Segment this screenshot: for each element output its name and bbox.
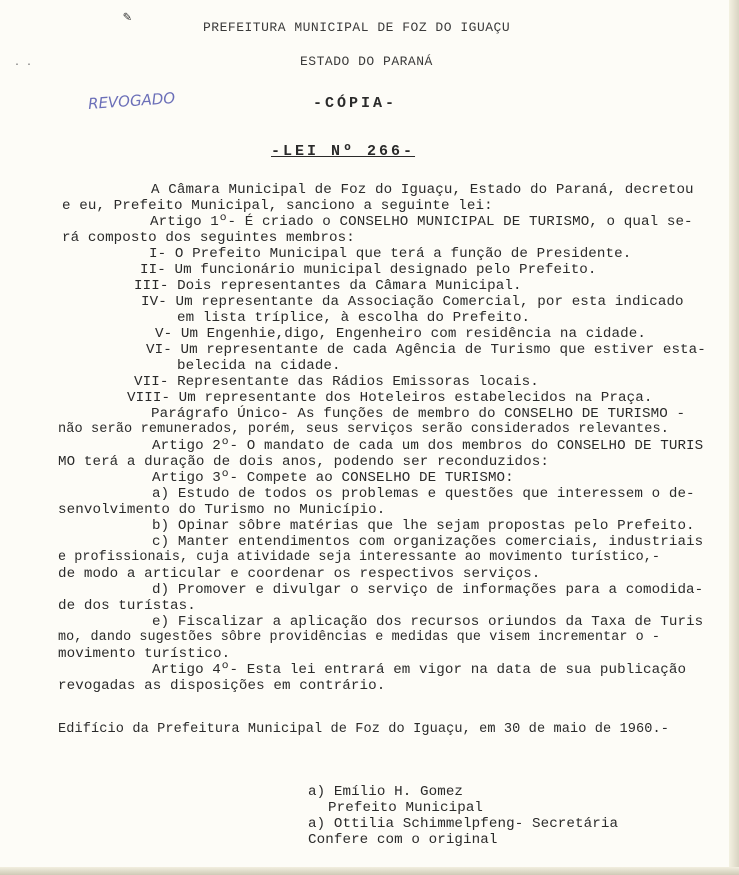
member-item: II- Um funcionário municipal designado pelo Prefeito. xyxy=(140,262,597,278)
body-line: Artigo 1º- É criado o CONSELHO MUNICIPAL DE TURISMO, o qual se- xyxy=(150,214,693,230)
member-item-cont: em lista tríplice, à escolha do Prefeito. xyxy=(177,310,531,326)
revogado-stamp: REVOGADO xyxy=(87,88,176,114)
signature-mayor: a) Emílio H. Gomez xyxy=(308,784,464,800)
signature-secretary: a) Ottilia Schimmelpfeng- Secretária xyxy=(308,816,619,832)
body-line: não serão remunerados, porém, seus serviços serão considerados relevantes. xyxy=(58,422,670,437)
lei-title: -LEI Nº 266- xyxy=(271,143,416,160)
article-item-cont: e profissionais, cuja atividade seja interessante ao movimento turístico,- xyxy=(58,550,661,565)
body-line: A Câmara Municipal de Foz do Iguaçu, Estado do Paraná, decretou xyxy=(151,182,694,198)
article-item: a) Estudo de todos os problemas e questões que interessem o de- xyxy=(152,486,695,502)
corner-mark: ✎ xyxy=(123,10,132,26)
copia-heading: -CÓPIA- xyxy=(313,95,398,112)
member-item: III- Dois representantes da Câmara Municipal. xyxy=(134,278,522,294)
conformity-note: Confere com o original xyxy=(308,832,498,848)
signature-mayor-title: Prefeito Municipal xyxy=(328,800,484,816)
estado-heading: ESTADO DO PARANÁ xyxy=(300,54,433,69)
body-line: Parágrafo Único- As funções de membro do CONSELHO DE TURISMO - xyxy=(151,406,686,422)
article-item: d) Promover e divulgar o serviço de informações para a comodida- xyxy=(152,582,704,598)
article-item-cont: movimento turístico. xyxy=(58,646,231,662)
member-item: VII- Representante das Rádios Emissoras locais. xyxy=(134,374,539,390)
body-line: e eu, Prefeito Municipal, sanciono a seguinte lei: xyxy=(62,198,493,214)
article-item-cont: de dos turístas. xyxy=(58,598,196,614)
member-item: I- O Prefeito Municipal que terá a função de Presidente. xyxy=(149,246,632,262)
closing-line: Edifício da Prefeitura Municipal de Foz do Iguaçu, em 30 de maio de 1960.- xyxy=(58,722,670,737)
article-item-cont: de modo a articular e coordenar os respectivos serviços. xyxy=(58,566,541,582)
page-edge-right xyxy=(729,0,739,875)
body-line: Artigo 2º- O mandato de cada um dos membros do CONSELHO DE TURIS xyxy=(152,438,704,454)
margin-marks: · · xyxy=(14,60,33,71)
member-item: IV- Um representante da Associação Comercial, por esta indicado xyxy=(141,294,684,310)
member-item-cont: belecida na cidade. xyxy=(177,358,341,374)
member-item: VI- Um representante de cada Agência de Turismo que estiver esta- xyxy=(146,342,706,358)
article-item-cont: mo, dando sugestões sôbre providências e medidas que visem incrementar o - xyxy=(58,630,661,645)
body-line: MO terá a duração de dois anos, podendo ser reconduzidos: xyxy=(58,454,549,470)
member-item: VIII- Um representante dos Hoteleiros estabelecidos na Praça. xyxy=(127,390,653,406)
body-line: Artigo 3º- Compete ao CONSELHO DE TURISMO: xyxy=(152,470,514,486)
body-line: Artigo 4º- Esta lei entrará em vigor na data de sua publicação xyxy=(152,662,687,678)
page-edge-bottom xyxy=(0,867,739,875)
member-item: V- Um Engenhie,digo, Engenheiro com residência na cidade. xyxy=(155,326,646,342)
article-item: c) Manter entendimentos com organizações comerciais, industriais xyxy=(152,534,704,550)
article-item-cont: senvolvimento do Turismo no Município. xyxy=(58,502,386,518)
prefeitura-heading: PREFEITURA MUNICIPAL DE FOZ DO IGUAÇU xyxy=(203,20,511,35)
body-line: revogadas as disposições em contrário. xyxy=(58,678,386,694)
article-item: e) Fiscalizar a aplicação dos recursos oriundos da Taxa de Turis xyxy=(152,614,704,630)
article-item: b) Opinar sôbre matérias que lhe sejam propostas pelo Prefeito. xyxy=(152,518,695,534)
body-line: rá composto dos seguintes membros: xyxy=(62,230,355,246)
